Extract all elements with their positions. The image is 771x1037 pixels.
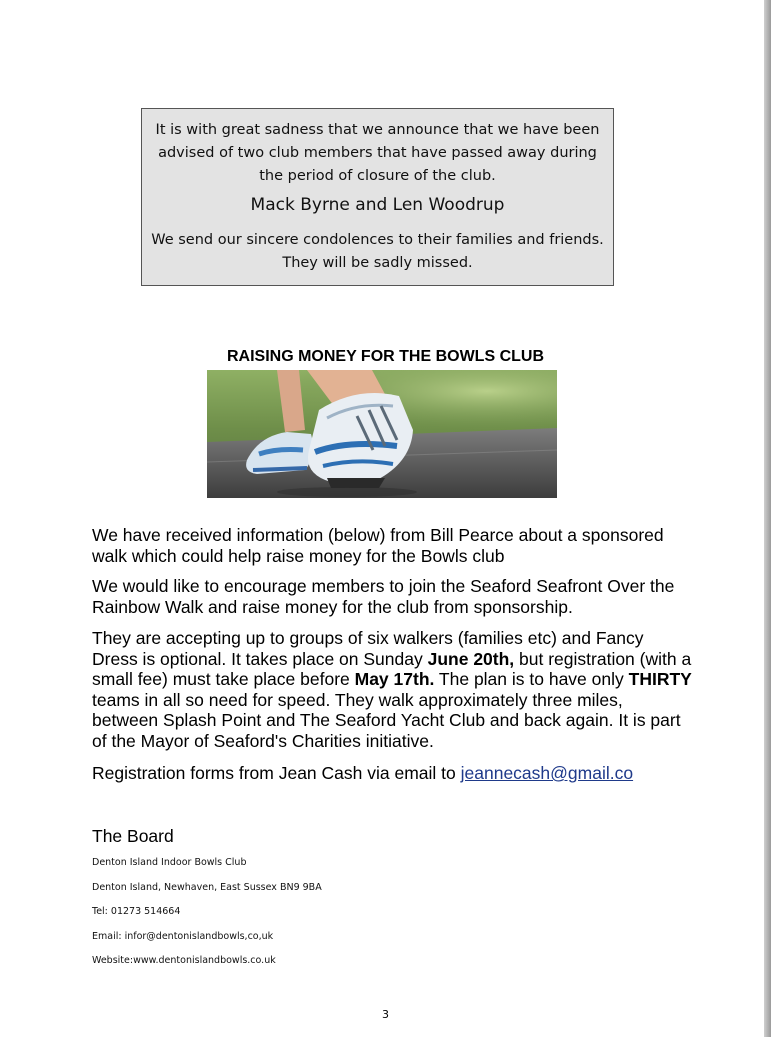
registration-deadline: May 17th.	[354, 669, 435, 689]
paragraph-3-text-a: They are accepting up to groups of six walkers (families etc) and Fancy Dress is optional. It takes place on Sunday	[92, 628, 644, 669]
paragraph-3-text-b: but registration (with a small fee) must take place before	[92, 648, 692, 689]
event-date: June 20th,	[427, 648, 515, 669]
club-website: Website:www.dentonislandbowls.co.uk	[92, 955, 276, 966]
registration-text: Registration forms from Jean Cash via email to	[92, 763, 461, 783]
notice-condolence-text: We send our sincere condolences to their families and friends. They will be sadly missed.	[151, 232, 604, 271]
club-name: Denton Island Indoor Bowls Club	[92, 857, 247, 868]
signoff: The Board	[92, 826, 174, 846]
article-paragraph-3	[92, 628, 692, 751]
registration-email-link[interactable]: jeannecash@gmail.co	[460, 763, 634, 783]
article-paragraph-2: We would like to encourage members to join the Seaford Seafront Over the Rainbow Walk and raise money for the club from sponsorship.	[92, 576, 675, 617]
page-number: 3	[382, 1008, 389, 1021]
club-telephone: Tel: 01273 514664	[92, 906, 181, 917]
club-address: Denton Island, Newhaven, East Sussex BN9 9BA	[92, 882, 322, 893]
paragraph-3-text-c: The plan is to have only	[434, 669, 629, 689]
notice-member-names: Mack Byrne and Len Woodrup	[250, 195, 505, 215]
article-paragraph-1: We have received information (below) from Bill Pearce about a sponsored walk which could help raise money for the Bowls club	[92, 525, 664, 566]
section-heading: RAISING MONEY FOR THE BOWLS CLUB	[226, 348, 545, 365]
notice-intro-text: It is with great sadness that we announce that we have been advised of two club members that have passed away during the period of closure of the club.	[155, 122, 600, 184]
page-edge-shadow	[764, 0, 771, 1037]
running-shoe-photo	[207, 370, 557, 498]
running-shoe-illustration	[207, 370, 557, 498]
condolence-notice-box	[141, 108, 614, 286]
club-email: Email: infor@dentonislandbowls,co,uk	[92, 931, 274, 942]
registration-paragraph	[92, 763, 692, 784]
team-count: THIRTY	[628, 669, 692, 689]
paragraph-3-text-d: teams in all so need for speed. They walk approximately three miles, between Splash Point and The Seaford Yacht Club and back again. It is part of the Mayor of Seaford's Charities initiative.	[92, 689, 681, 751]
